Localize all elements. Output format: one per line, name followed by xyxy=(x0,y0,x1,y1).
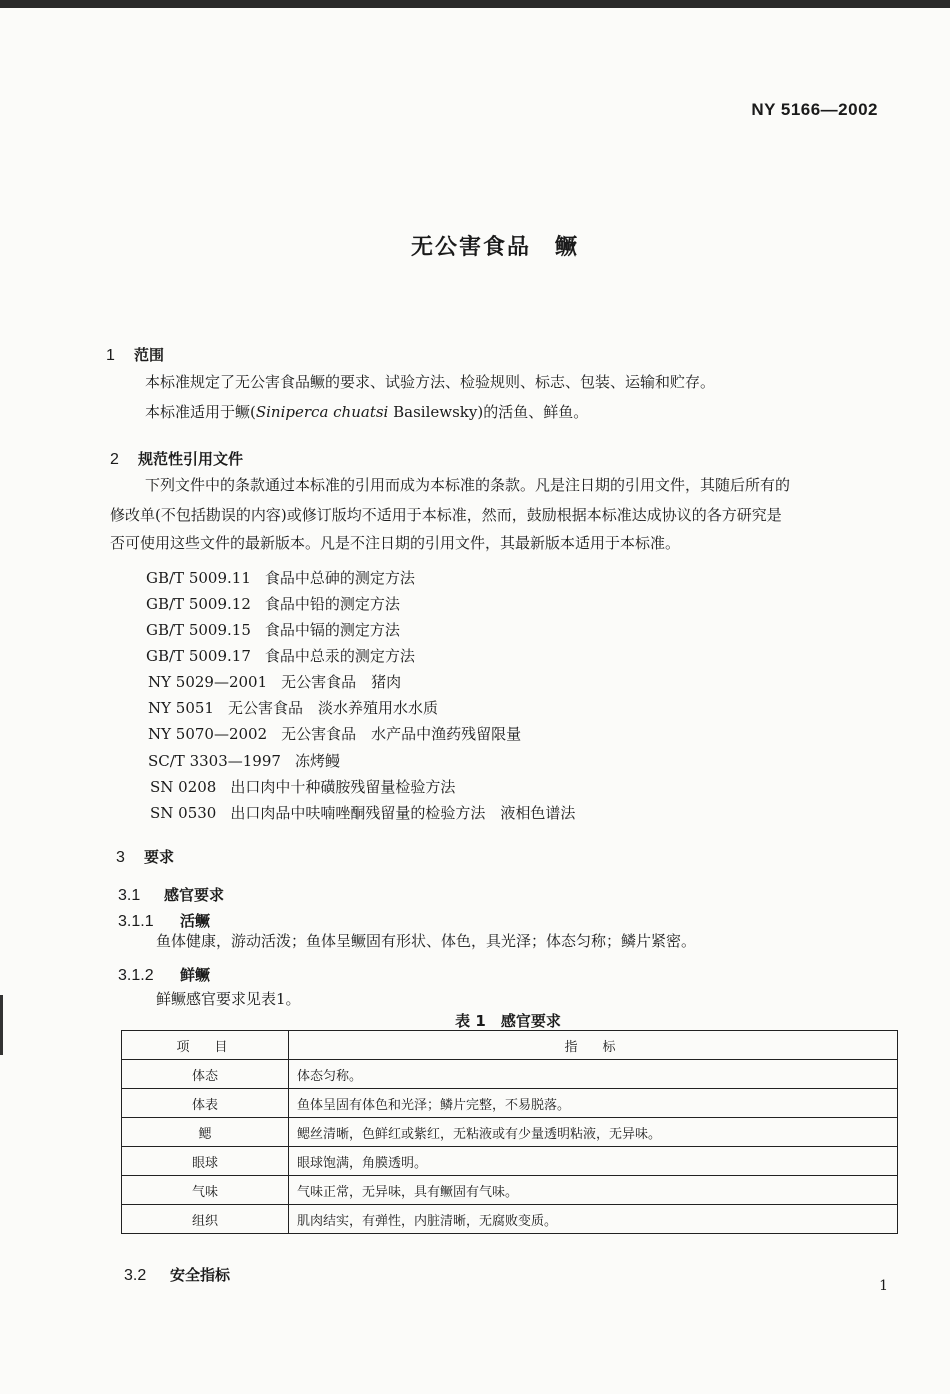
section-3-1-2-text: 鲜鳜感官要求见表1。 xyxy=(156,990,301,1008)
scan-edge xyxy=(0,0,950,8)
column-header-item: 项 目 xyxy=(122,1031,289,1060)
reference-item: NY 5051 无公害食品 淡水养殖用水水质 xyxy=(148,699,438,717)
section-1-heading: 1 范围 xyxy=(106,346,165,364)
reference-item: GB/T 5009.17 食品中总汞的测定方法 xyxy=(146,647,415,665)
table-row: 体表 鱼体呈固有体色和光泽；鳞片完整，不易脱落。 xyxy=(122,1089,898,1118)
section-3-2-heading: 3.2 安全指标 xyxy=(124,1266,231,1284)
section-2-para-line-3: 否可使用这些文件的最新版本。凡是不注日期的引用文件，其最新版本适用于本标准。 xyxy=(110,534,681,552)
section-3-1-heading: 3.1 感官要求 xyxy=(118,886,225,904)
table-header-row xyxy=(122,1031,898,1060)
section-2-heading: 2 规范性引用文件 xyxy=(110,450,244,468)
section-3-1-2-heading: 3.1.2 鲜鳜 xyxy=(118,966,211,984)
reference-item: GB/T 5009.11 食品中总砷的测定方法 xyxy=(146,569,415,587)
table-row: 体态 体态匀称。 xyxy=(122,1060,898,1089)
table-row: 组织 肌肉结实，有弹性，内脏清晰，无腐败变质。 xyxy=(122,1205,898,1234)
section-1-para-2: 本标准适用于鳜(Siniperca chuatsi Basilewsky)的活鱼、鲜鱼。 xyxy=(145,403,589,421)
table-row: 鳃 鳃丝清晰，色鲜红或紫红，无粘液或有少量透明粘液，无异味。 xyxy=(122,1118,898,1147)
reference-item: NY 5070—2002 无公害食品 水产品中渔药残留限量 xyxy=(148,725,522,743)
section-3-1-1-heading: 3.1.1 活鳜 xyxy=(118,912,211,930)
section-2-para-line-2: 修改单(不包括勘误的内容)或修订版均不适用于本标准，然而，鼓励根据本标准达成协议的各方研究是 xyxy=(110,506,782,524)
reference-item: SC/T 3303—1997 冻烤鳗 xyxy=(148,752,340,770)
sensory-requirements-table xyxy=(121,1030,898,1234)
reference-item: SN 0530 出口肉品中呋喃唑酮残留量的检验方法 液相色谱法 xyxy=(150,804,576,822)
page-title: 无公害食品 鳜 xyxy=(410,235,579,260)
reference-item: GB/T 5009.12 食品中铅的测定方法 xyxy=(146,595,400,613)
column-header-indicator: 指 标 xyxy=(289,1031,898,1060)
standard-code: NY 5166—2002 xyxy=(751,100,878,119)
table-title: 表 1 感官要求 xyxy=(455,1012,561,1030)
section-3-heading: 3 要求 xyxy=(116,848,175,866)
section-1-para-1: 本标准规定了无公害食品鳜的要求、试验方法、检验规则、标志、包装、运输和贮存。 xyxy=(145,373,716,391)
reference-item: GB/T 5009.15 食品中镉的测定方法 xyxy=(146,621,400,639)
section-2-para-line-1: 下列文件中的条款通过本标准的引用而成为本标准的条款。凡是注日期的引用文件，其随后所有的 xyxy=(145,476,791,494)
table-row: 气味 气味正常，无异味，具有鳜固有气味。 xyxy=(122,1176,898,1205)
reference-item: NY 5029—2001 无公害食品 猪肉 xyxy=(148,673,402,691)
page-number: 1 xyxy=(879,1278,888,1294)
section-3-1-1-text: 鱼体健康，游动活泼；鱼体呈鳜固有形状、体色，具光泽；体态匀称；鳞片紧密。 xyxy=(156,932,697,950)
reference-item: SN 0208 出口肉中十种磺胺残留量检验方法 xyxy=(150,778,456,796)
table-row: 眼球 眼球饱满，角膜透明。 xyxy=(122,1147,898,1176)
